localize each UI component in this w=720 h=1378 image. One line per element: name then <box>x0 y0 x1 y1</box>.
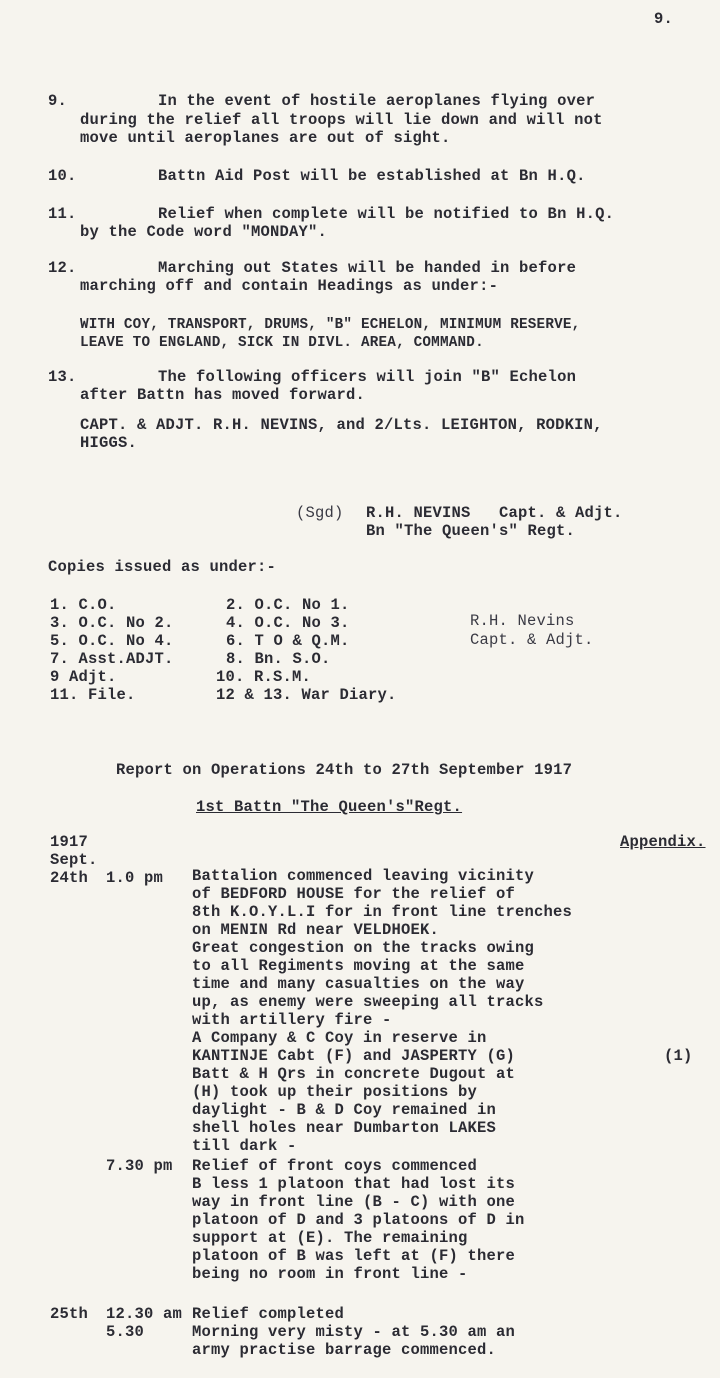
copies-right: 6. T O & Q.M. <box>226 632 350 650</box>
signature-unit: Bn "The Queen's" Regt. <box>366 522 576 540</box>
entry-line: Relief completed <box>192 1305 345 1323</box>
entry-time: 1.0 pm <box>106 869 164 887</box>
headings-line: LEAVE TO ENGLAND, SICK IN DIVL. AREA, COMMAND. <box>80 335 484 351</box>
entry-line: time and many casualties on the way <box>192 975 525 993</box>
copies-right: 8. Bn. S.O. <box>226 650 331 668</box>
entry-line: being no room in front line - <box>192 1265 468 1283</box>
appendix-label: Appendix. <box>620 833 706 851</box>
entry-line: shell holes near Dumbarton LAKES <box>192 1119 497 1137</box>
entry-line: A Company & C Coy in reserve in <box>192 1029 487 1047</box>
entry-line: Great congestion on the tracks owing <box>192 939 535 957</box>
report-year: 1917 <box>50 833 89 851</box>
entry-line: KANTINJE Cabt (F) and JASPERTY (G) <box>192 1047 516 1065</box>
entry-time: 5.30 <box>106 1323 145 1341</box>
item-line: The following officers will join "B" Echelon <box>158 368 577 386</box>
item-line: during the relief all troops will lie down and will not <box>80 111 603 129</box>
copies-left: 5. O.C. No 4. <box>50 632 174 650</box>
entry-line: daylight - B & D Coy remained in <box>192 1101 497 1119</box>
item-number: 13. <box>48 368 77 386</box>
item-number: 12. <box>48 259 77 277</box>
entry-line: on MENIN Rd near VELDHOEK. <box>192 921 440 939</box>
item-line: Relief when complete will be notified to Bn H.Q. <box>158 205 615 223</box>
report-subtitle: 1st Battn "The Queen's"Regt. <box>196 798 463 816</box>
entry-date: 24th <box>50 869 89 887</box>
signed-mark: (Sgd) <box>296 504 344 522</box>
copies-right: 2. O.C. No 1. <box>226 596 350 614</box>
copies-sign-title: Capt. & Adjt. <box>470 631 594 649</box>
entry-line: platoon of B was left at (F) there <box>192 1247 516 1265</box>
item-line: marching off and contain Headings as under:- <box>80 277 499 295</box>
appendix-ref: (1) <box>664 1047 693 1065</box>
entry-line: B less 1 platoon that had lost its <box>192 1175 516 1193</box>
copies-right: 12 & 13. War Diary. <box>216 686 397 704</box>
item-number: 9. <box>48 92 68 110</box>
item-line: move until aeroplanes are out of sight. <box>80 129 451 147</box>
headings-line: WITH COY, TRANSPORT, DRUMS, "B" ECHELON, MINIMUM RESERVE, <box>80 317 581 333</box>
entry-line: till dark - <box>192 1137 297 1155</box>
entry-line: way in front line (B - C) with one <box>192 1193 516 1211</box>
entry-time: 7.30 pm <box>106 1157 173 1175</box>
entry-line: platoon of D and 3 platoons of D in <box>192 1211 525 1229</box>
copies-left: 11. File. <box>50 686 136 704</box>
entry-line: up, as enemy were sweeping all tracks <box>192 993 544 1011</box>
entry-date: 25th <box>50 1305 89 1323</box>
officers-line: HIGGS. <box>80 434 138 452</box>
entry-line: 8th K.O.Y.L.I for in front line trenches <box>192 903 573 921</box>
entry-line: to all Regiments moving at the same <box>192 957 525 975</box>
item-number: 10. <box>48 167 77 185</box>
item-line: Marching out States will be handed in before <box>158 259 577 277</box>
entry-line: of BEDFORD HOUSE for the relief of <box>192 885 516 903</box>
item-line: after Battn has moved forward. <box>80 386 366 404</box>
entry-line: Relief of front coys commenced <box>192 1157 478 1175</box>
copies-heading: Copies issued as under:- <box>48 558 277 576</box>
entry-line: army practise barrage commenced. <box>192 1341 497 1359</box>
signature-name: R.H. NEVINS Capt. & Adjt. <box>366 504 623 522</box>
entry-line: Morning very misty - at 5.30 am an <box>192 1323 516 1341</box>
entry-line: Battalion commenced leaving vicinity <box>192 867 535 885</box>
entry-line: Batt & H Qrs in concrete Dugout at <box>192 1065 516 1083</box>
item-number: 11. <box>48 205 77 223</box>
entry-time: 12.30 am <box>106 1305 183 1323</box>
copies-left: 9 Adjt. <box>50 668 117 686</box>
copies-right: 10. R.S.M. <box>216 668 312 686</box>
report-month: Sept. <box>50 851 98 869</box>
entry-line: support at (E). The remaining <box>192 1229 468 1247</box>
copies-left: 3. O.C. No 2. <box>50 614 174 632</box>
copies-sign-name: R.H. Nevins <box>470 612 575 630</box>
item-line: In the event of hostile aeroplanes flying over <box>158 92 596 110</box>
officers-line: CAPT. & ADJT. R.H. NEVINS, and 2/Lts. LEIGHTON, RODKIN, <box>80 416 603 434</box>
page-number: 9. <box>654 10 674 28</box>
copies-left: 7. Asst.ADJT. <box>50 650 174 668</box>
copies-left: 1. C.O. <box>50 596 117 614</box>
item-line: Battn Aid Post will be established at Bn H.Q. <box>158 167 586 185</box>
report-title: Report on Operations 24th to 27th September 1917 <box>116 761 573 779</box>
copies-right: 4. O.C. No 3. <box>226 614 350 632</box>
entry-line: with artillery fire - <box>192 1011 392 1029</box>
entry-line: (H) took up their positions by <box>192 1083 478 1101</box>
item-line: by the Code word "MONDAY". <box>80 223 328 241</box>
